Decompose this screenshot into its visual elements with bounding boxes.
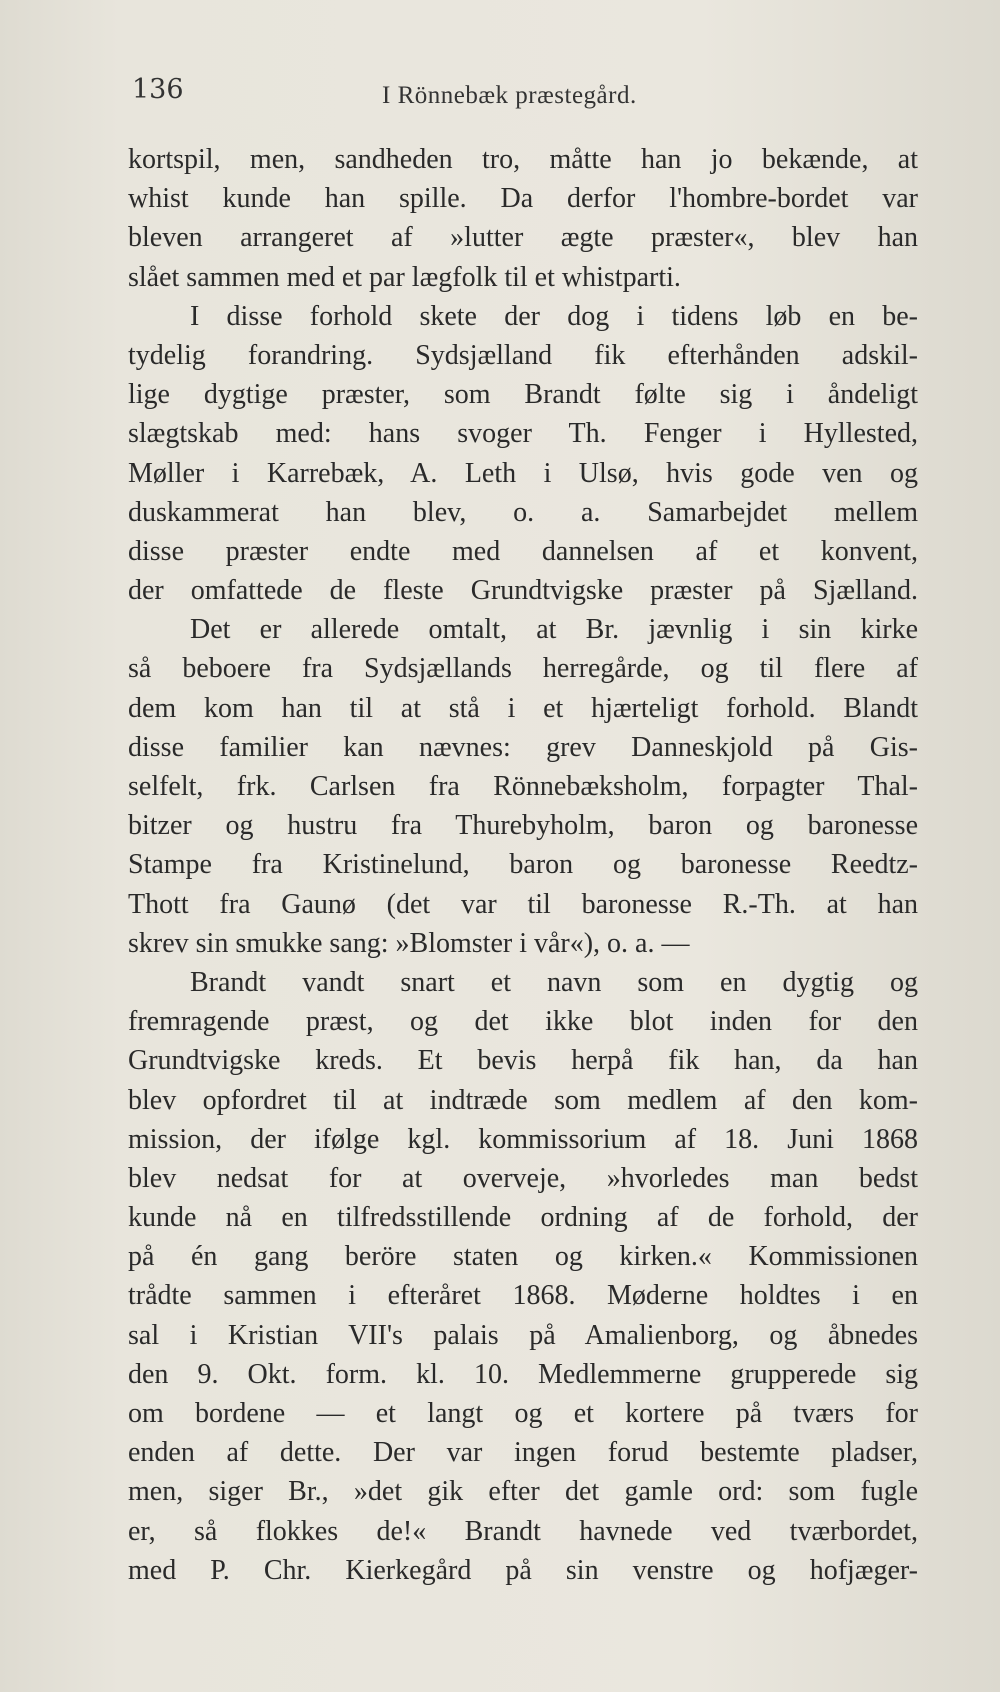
text-line: bleven arrangeret af »lutter ægte præster«, blev han [128,222,918,254]
text-line: trådte sammen i efteråret 1868. Møderne holdtes i en [128,1280,918,1312]
text-line: disse præster endte med dannelsen af et konvent, [128,535,918,567]
text-line: men, siger Br., »det gik efter det gamle ord: som fugle [128,1476,918,1508]
text-line: kortspil, men, sandheden tro, måtte han jo bekænde, at [128,144,918,175]
text-line: der omfattede de fleste Grundtvigske præster på Sjælland. [128,575,918,607]
text-line: på én gang beröre staten og kirken.« Kommissionen [128,1241,918,1273]
text-line: whist kunde han spille. Da derfor l'hombre-bordet var [128,183,918,215]
text-line: lige dygtige præster, som Brandt følte sig i åndeligt [128,379,918,411]
text-line: disse familier kan nævnes: grev Danneskjold på Gis- [128,731,918,763]
text-line: Brandt vandt snart et navn som en dygtig og [190,966,918,998]
text-line: slægtskab med: hans svoger Th. Fenger i Hyllested, [128,418,918,450]
text-line: bitzer og hustru fra Thurebyholm, baron og baronesse [128,810,918,842]
text-line: skrev sin smukke sang: »Blomster i vår«), o. a. — [128,927,690,959]
text-line: fremragende præst, og det ikke blot inden for den [128,1006,918,1038]
text-line: Thott fra Gaunø (det var til baronesse R.-Th. at han [128,888,918,920]
text-line: enden af dette. Der var ingen forud bestemte pladser, [128,1437,918,1469]
text-line: mission, der ifølge kgl. kommissorium af 18. Juni 1868 [128,1123,918,1155]
text-line: dem kom han til at stå i et hjærteligt forhold. Blandt [128,692,918,724]
text-line: tydelig forandring. Sydsjælland fik efterhånden adskil- [128,339,918,371]
text-line: duskammerat han blev, o. a. Samarbejdet mellem [128,496,918,528]
text-line: blev opfordret til at indtræde som medlem af den kom- [128,1084,918,1116]
text-line: sal i Kristian VII's palais på Amalienborg, og åbnedes [128,1319,918,1351]
body-text [128,140,918,1590]
text-line: Grundtvigske kreds. Et bevis herpå fik han, da han [128,1045,918,1077]
text-line: om bordene — et langt og et kortere på tværs for [128,1398,918,1429]
text-line: med P. Chr. Kierkegård på sin venstre og hofjæger- [128,1554,918,1586]
text-line: selfelt, frk. Carlsen fra Rönnebæksholm, forpagter Thal- [128,771,918,802]
text-line: den 9. Okt. form. kl. 10. Medlemmerne grupperede sig [128,1358,918,1390]
text-line: kunde nå en tilfredsstillende ordning af de forhold, der [128,1202,918,1234]
text-line: Møller i Karrebæk, A. Leth i Ulsø, hvis gode ven og [128,457,918,489]
text-line: Stampe fra Kristinelund, baron og baronesse Reedtz- [128,849,918,881]
text-line: er, så flokkes de!« Brandt havnede ved tværbordet, [128,1515,918,1547]
text-line: slået sammen med et par lægfolk til et whistparti. [128,261,681,293]
text-line: blev nedsat for at overveje, »hvorledes man bedst [128,1162,918,1194]
page-header [132,74,892,114]
page-number: 136 [132,74,184,105]
text-line: I disse forhold skete der dog i tidens løb en be- [190,300,918,332]
running-head: I Rönnebæk præstegård. [382,82,637,109]
text-line: så beboere fra Sydsjællands herregårde, og til flere af [128,653,918,685]
text-line: Det er allerede omtalt, at Br. jævnlig i sin kirke [190,614,918,646]
